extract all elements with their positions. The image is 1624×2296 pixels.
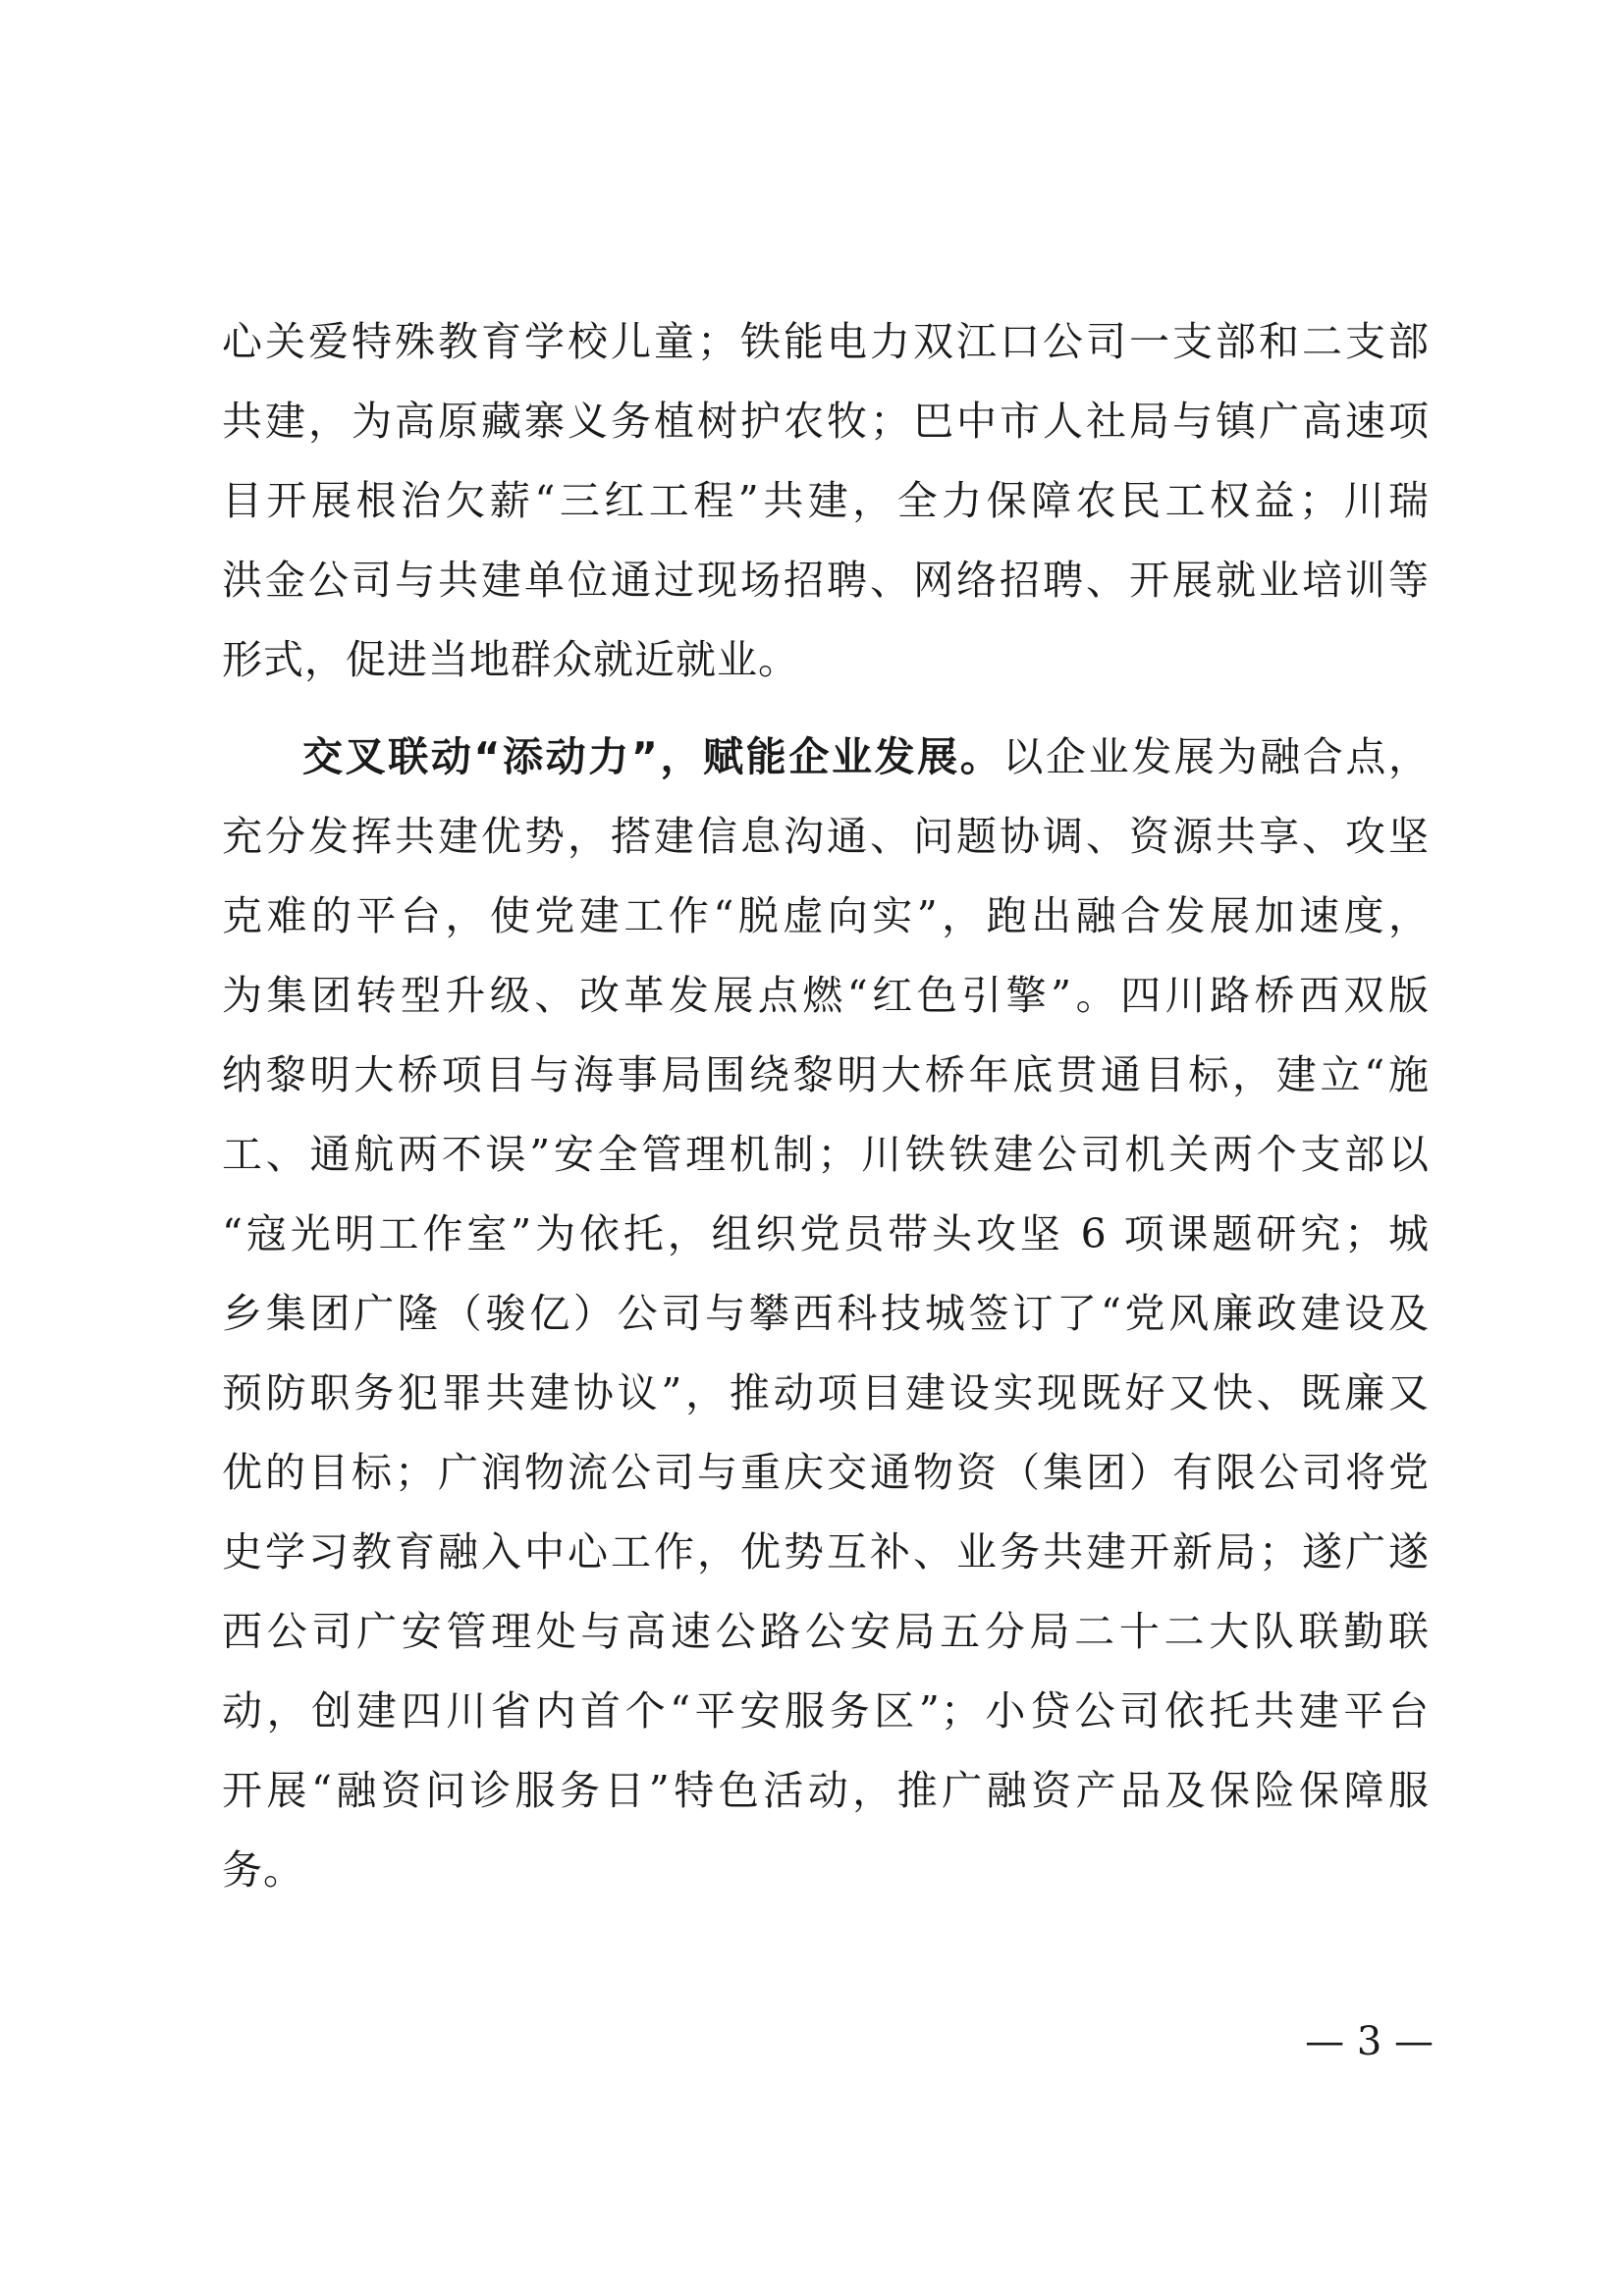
paragraph-first-line xyxy=(222,718,1430,797)
text-line: 克难的平台，使党建工作“脱虚向实”，跑出融合发展加速度， xyxy=(222,892,1430,939)
text-line: 乡集团广隆（骏亿）公司与攀西科技城签订了“党风廉政建设及 xyxy=(222,1290,1430,1337)
text-line: 预防职务犯罪共建协议”，推动项目建设实现既好又快、既廉又 xyxy=(222,1369,1430,1416)
page-number: — 3 — xyxy=(1305,2019,1434,2064)
paragraph-2 xyxy=(222,718,1430,1910)
text-line: 务。 xyxy=(222,1846,304,1894)
text-line: 工、通航两不误”安全管理机制；川铁铁建公司机关两个支部以 xyxy=(222,1131,1430,1178)
text-line: 西公司广安管理处与高速公路公安局五分局二十二大队联勤联 xyxy=(222,1608,1430,1655)
paragraph-gap xyxy=(222,700,1430,718)
paragraph-first-line-text: 以企业发展为融合点， xyxy=(1002,733,1430,780)
paragraph-lead-heading: 交叉联动“添动力”，赋能企业发展。 xyxy=(302,733,1003,780)
text-line: 洪金公司与共建单位通过现场招聘、网络招聘、开展就业培训等 xyxy=(222,557,1430,604)
text-line: 开展“融资问诊服务日”特色活动，推广融资产品及保险保障服 xyxy=(222,1767,1430,1814)
text-line: 史学习教育融入中心工作，优势互补、业务共建开新局；遂广遂 xyxy=(222,1528,1430,1575)
text-line: 共建，为高原藏寨义务植树护农牧；巴中市人社局与镇广高速项 xyxy=(222,398,1430,445)
text-line: “寇光明工作室”为依托，组织党员带头攻坚 6 项课题研究；城 xyxy=(222,1210,1430,1257)
text-line: 充分发挥共建优势，搭建信息沟通、问题协调、资源共享、攻坚 xyxy=(222,813,1430,860)
text-line: 优的目标；广润物流公司与重庆交通物资（集团）有限公司将党 xyxy=(222,1449,1430,1496)
text-line: 动，创建四川省内首个“平安服务区”；小贷公司依托共建平台 xyxy=(222,1687,1430,1735)
text-line: 纳黎明大桥项目与海事局围绕黎明大桥年底贯通目标，建立“施 xyxy=(222,1051,1430,1098)
text-line: 目开展根治欠薪“三红工程”共建，全力保障农民工权益；川瑞 xyxy=(222,477,1430,524)
text-line: 心关爱特殊教育学校儿童；铁能电力双江口公司一支部和二支部 xyxy=(222,318,1430,365)
text-line: 形式，促进当地群众就近就业。 xyxy=(222,636,799,683)
body-text xyxy=(222,302,1430,1910)
text-line: 为集团转型升级、改革发展点燃“红色引擎”。四川路桥西双版 xyxy=(222,972,1430,1019)
paragraph-1 xyxy=(222,302,1430,700)
